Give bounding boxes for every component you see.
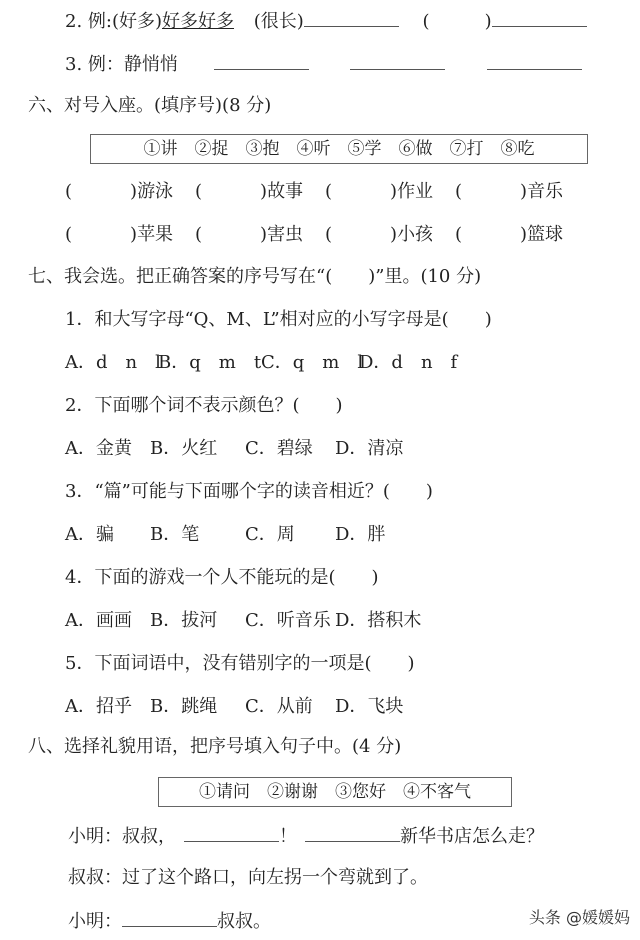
option-c[interactable]: C．碧绿 bbox=[245, 438, 313, 459]
q3-line bbox=[65, 51, 582, 77]
section8-title: 八、选择礼貌用语，把序号填入句子中。(4 分) bbox=[28, 736, 402, 757]
q3-label: 3. 例：静悄悄 bbox=[65, 54, 178, 75]
q2-label: 2. 例:(好多) bbox=[65, 11, 163, 32]
section6-options-box: ①讲 ②捉 ③抱 ④听 ⑤学 ⑥做 ⑦打 ⑧吃 bbox=[90, 134, 588, 164]
answer-blank[interactable] bbox=[304, 8, 399, 27]
option-c[interactable]: C．听音乐 bbox=[245, 610, 331, 631]
answer-blank[interactable] bbox=[350, 51, 445, 70]
option-a[interactable]: A．金黄 bbox=[65, 438, 132, 459]
answer-blank[interactable] bbox=[492, 8, 587, 27]
option-d[interactable]: D．胖 bbox=[335, 524, 386, 545]
dialogue-line-1 bbox=[68, 823, 544, 849]
q2-line bbox=[65, 8, 587, 34]
question-3: 3．“篇”可能与下面哪个字的读音相近？( ) bbox=[65, 481, 433, 502]
option-b[interactable]: B．笔 bbox=[150, 524, 200, 545]
option-b[interactable]: B．拔河 bbox=[150, 610, 218, 631]
option-b[interactable]: B．跳绳 bbox=[150, 696, 218, 717]
fill-item[interactable]: ( )故事 bbox=[195, 181, 304, 202]
option-c[interactable]: C．周 bbox=[245, 524, 295, 545]
option-a[interactable]: A．招乎 bbox=[65, 696, 132, 717]
fill-item[interactable]: ( )小孩 bbox=[325, 224, 434, 245]
question-4: 4．下面的游戏一个人不能玩的是( ) bbox=[65, 567, 379, 588]
answer-blank[interactable] bbox=[122, 908, 217, 927]
dialogue-text: ！ bbox=[279, 826, 297, 847]
section7-title: 七、我会选。把正确答案的序号写在“( )”里。(10 分) bbox=[28, 266, 482, 287]
fill-item[interactable]: ( )游泳 bbox=[65, 181, 174, 202]
option-a[interactable]: A．骗 bbox=[65, 524, 114, 545]
item-label: 音乐 bbox=[527, 181, 564, 202]
dialogue-text: 小明： bbox=[68, 911, 122, 932]
option-d[interactable]: D．飞块 bbox=[335, 696, 404, 717]
item-label: 游泳 bbox=[137, 181, 174, 202]
option-c[interactable]: C．从前 bbox=[245, 696, 313, 717]
question-5: 5．下面词语中，没有错别字的一项是( ) bbox=[65, 653, 415, 674]
q2-prompt: (很长) bbox=[253, 11, 304, 32]
paren-close: ) bbox=[484, 11, 492, 32]
option-b[interactable]: B．火红 bbox=[150, 438, 218, 459]
answer-blank[interactable] bbox=[184, 823, 279, 842]
option-d[interactable]: D．搭积木 bbox=[335, 610, 422, 631]
option-c[interactable]: C．q m l bbox=[261, 352, 364, 373]
watermark: 头条 @媛媛妈 bbox=[528, 908, 630, 927]
item-label: 作业 bbox=[397, 181, 434, 202]
item-label: 苹果 bbox=[137, 224, 174, 245]
dialogue-text: 叔叔。 bbox=[217, 911, 271, 932]
fill-item[interactable]: ( )害虫 bbox=[195, 224, 304, 245]
question-1: 1．和大写字母“Q、M、L”相对应的小写字母是( ) bbox=[65, 309, 492, 330]
fill-item[interactable]: ( )作业 bbox=[325, 181, 434, 202]
item-label: 篮球 bbox=[527, 224, 564, 245]
section8-options-box: ①请问 ②谢谢 ③您好 ④不客气 bbox=[158, 777, 512, 807]
option-a[interactable]: A．画画 bbox=[65, 610, 132, 631]
answer-blank[interactable] bbox=[305, 823, 400, 842]
option-d[interactable]: D．清凉 bbox=[335, 438, 404, 459]
dialogue-line-2: 叔叔：过了这个路口，向左拐一个弯就到了。 bbox=[68, 867, 428, 888]
question-2: 2．下面哪个词不表示颜色？( ) bbox=[65, 395, 343, 416]
item-label: 小孩 bbox=[397, 224, 434, 245]
section6-title: 六、对号入座。(填序号)(8 分) bbox=[28, 95, 272, 116]
paren-open: ( bbox=[422, 11, 430, 32]
answer-blank[interactable] bbox=[487, 51, 582, 70]
option-b[interactable]: B．q m t bbox=[158, 352, 262, 373]
fill-item[interactable]: ( )篮球 bbox=[455, 224, 564, 245]
option-d[interactable]: D．d n f bbox=[359, 352, 458, 373]
option-a[interactable]: A．d n l bbox=[65, 352, 161, 373]
item-label: 害虫 bbox=[267, 224, 304, 245]
fill-item[interactable]: ( )音乐 bbox=[455, 181, 564, 202]
answer-blank[interactable] bbox=[214, 51, 309, 70]
dialogue-line-3 bbox=[68, 908, 271, 934]
fill-item[interactable]: ( )苹果 bbox=[65, 224, 174, 245]
dialogue-text: 新华书店怎么走？ bbox=[400, 826, 544, 847]
item-label: 故事 bbox=[267, 181, 304, 202]
q2-example: 好多好多 bbox=[162, 11, 235, 32]
dialogue-text: 小明：叔叔， bbox=[68, 826, 176, 847]
